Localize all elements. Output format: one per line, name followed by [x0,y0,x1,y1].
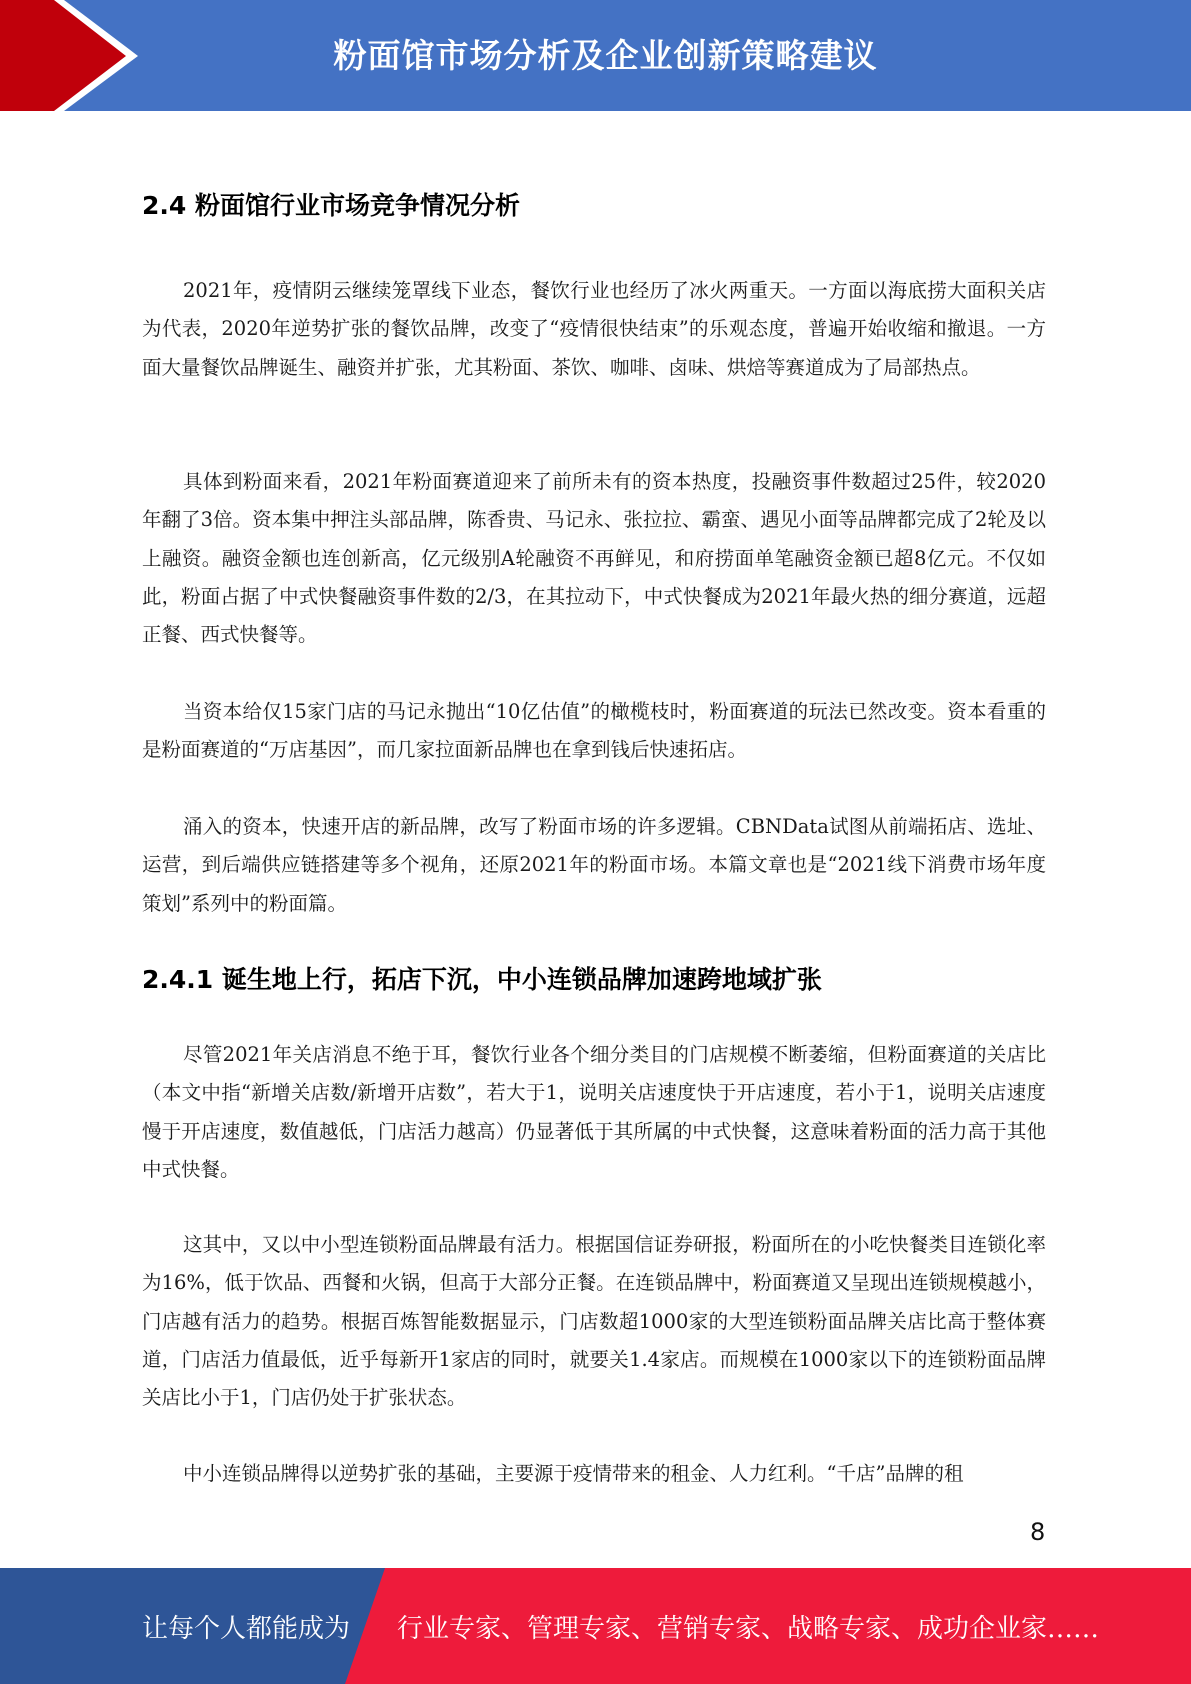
section-heading-2-4: 2.4 粉面馆行业市场竞争情况分析 [142,191,520,220]
footer-slogan: 让每个人都能成为 [142,1614,351,1644]
page-number: 8 [1030,1518,1046,1546]
paragraph: 涌入的资本，快速开店的新品牌，改写了粉面市场的许多逻辑。CBNData试图从前端拓店、选址、运营，到后端供应链搭建等多个视角，还原2021年的粉面市场。本篇文章也是“2021线下消费市场年度策划”系列中的粉面篇。 [142,815,1046,915]
paragraph: 2021年，疫情阴云继续笼罩线下业态，餐饮行业也经历了冰火两重天。一方面以海底捞大面积关店为代表，2020年逆势扩张的餐饮品牌，改变了“疫情很快结束”的乐观态度，普遍开始收缩和撤退。一方面大量餐饮品牌诞生、融资并扩张，尤其粉面、茶饮、咖啡、卤味、烘焙等赛道成为了局部热点。 [142,279,1046,379]
page-header [0,0,1191,111]
page-footer [0,1568,1191,1684]
paragraph: 这其中，又以中小型连锁粉面品牌最有活力。根据国信证券研报，粉面所在的小吃快餐类目连锁化率为16%，低于饮品、西餐和火锅，但高于大部分正餐。在连锁品牌中，粉面赛道又呈现出连锁规模越小，门店越有活力的趋势。根据百炼智能数据显示，门店数超1000家的大型连锁粉面品牌关店比高于整体赛道，门店活力值最低，近乎每新开1家店的同时，就要关1.4家店。而规模在1000家以下的连锁粉面品牌关店比小于1，门店仍处于扩张状态。 [142,1233,1046,1410]
paragraph: 具体到粉面来看，2021年粉面赛道迎来了前所未有的资本热度，投融资事件数超过25件，较2020年翻了3倍。资本集中押注头部品牌，陈香贵、马记永、张拉拉、霸蛮、遇见小面等品牌都完成了2轮及以上融资。融资金额也连创新高，亿元级别A轮融资不再鲜见，和府捞面单笔融资金额已超8亿元。不仅如此，粉面占据了中式快餐融资事件数的2/3，在其拉动下，中式快餐成为2021年最火热的细分赛道，远超正餐、西式快餐等。 [142,470,1046,647]
section-heading-2-4-1: 2.4.1 诞生地上行，拓店下沉，中小连锁品牌加速跨地域扩张 [142,965,822,994]
header-title: 粉面馆市场分析及企业创新策略建议 [333,36,878,75]
paragraph: 当资本给仅15家门店的马记永抛出“10亿估值”的橄榄枝时，粉面赛道的玩法已然改变。资本看重的是粉面赛道的“万店基因”，而几家拉面新品牌也在拿到钱后快速拓店。 [142,700,1046,762]
paragraph: 中小连锁品牌得以逆势扩张的基础，主要源于疫情带来的租金、人力红利。“千店”品牌的租 [183,1462,964,1485]
footer-roles: 行业专家、管理专家、营销专家、战略专家、成功企业家…… [397,1614,1100,1644]
paragraph: 尽管2021年关店消息不绝于耳，餐饮行业各个细分类目的门店规模不断萎缩，但粉面赛道的关店比（本文中指“新增关店数/新增开店数”，若大于1，说明关店速度快于开店速度，若小于1，说明关店速度慢于开店速度，数值越低，门店活力越高）仍显著低于其所属的中式快餐，这意味着粉面的活力高于其他中式快餐。 [142,1043,1046,1181]
